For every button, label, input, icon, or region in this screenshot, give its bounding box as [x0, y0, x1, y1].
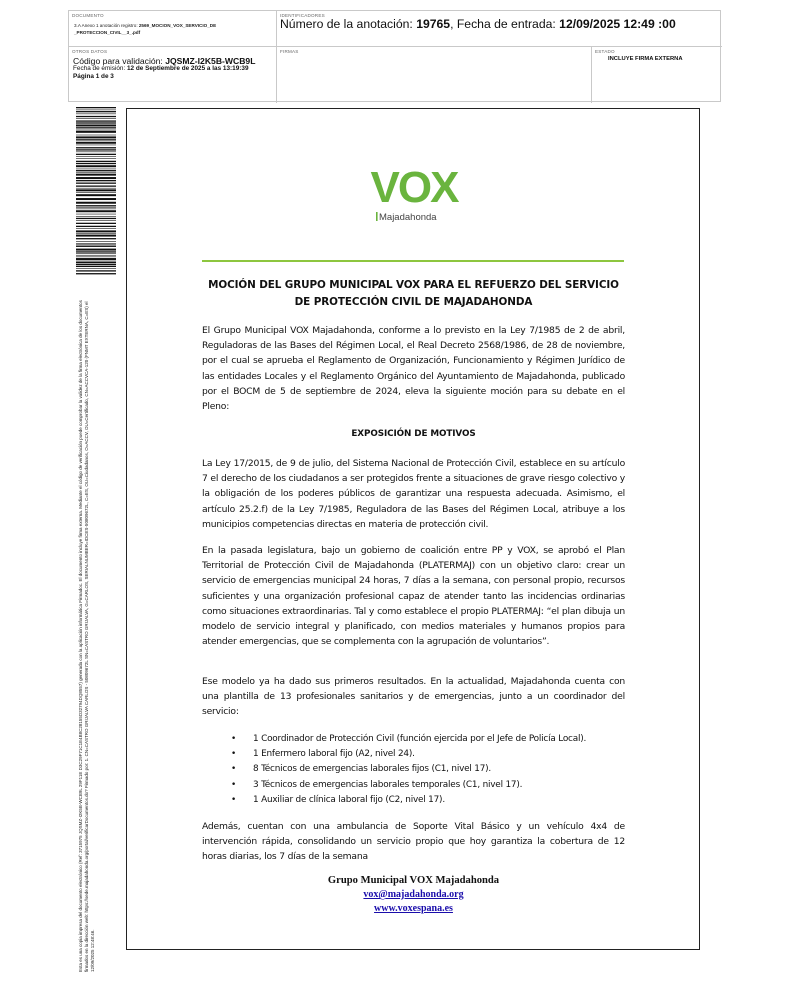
page-indicator: Página 1 de 3	[73, 73, 114, 81]
registry-document-cell	[69, 11, 277, 47]
list-item: • 1 Coordinador de Protección Civil (función ejercida por el Jefe de Policía Local).	[231, 732, 631, 747]
logo-brand: VOX	[370, 164, 458, 212]
website-link[interactable]: www.voxespana.es	[374, 903, 453, 914]
signature-block	[202, 874, 625, 916]
paragraph-results: Ese modelo ya ha dado sus primeros resultados. En la actualidad, Majadahonda cuenta con una plantilla de 13 profesionales sanitarios y de emergencias, junto a un coordinador del servicio:	[202, 676, 625, 718]
registry-header	[68, 10, 721, 102]
email-link[interactable]: vox@majadahonda.org	[363, 889, 464, 900]
validation-code-line	[73, 57, 255, 65]
document-filename	[74, 23, 272, 36]
list-item: • 3 Técnicos de emergencias laborales temporales (C1, nivel 17).	[231, 778, 631, 793]
registry-identifiers-cell	[277, 11, 722, 47]
list-item: • 1 Enfermero laboral fijo (A2, nivel 24).	[231, 747, 631, 762]
entry-date-prefix: , Fecha de entrada:	[450, 17, 560, 31]
registry-status-cell	[592, 47, 722, 103]
emission-date-value: 12 de Septiembre de 2025 a las 13:19:39	[127, 65, 249, 73]
documento-label: DOCUMENTO	[72, 13, 104, 18]
document-page	[126, 108, 700, 950]
paragraph-legal-basis: La Ley 17/2015, de 9 de julio, del Sistema Nacional de Protección Civil, establece en su artículo 7 el derecho de los ciudadanos a ser protegidos frente a situaciones de grave riesgo colectivo y la obligación de los poderes públicos de garantizar una respuesta adecuada. Asimismo, el artículo 25.2.f) de la Ley 7/1985, Reguladora de las Bases del Régimen Local, atribuye a los municipios competencias directas en materia de protección civil.	[202, 458, 625, 530]
validation-code: JQSMZ-I2K5B-WCB9L	[165, 56, 256, 66]
validation-code-prefix: Código para validación:	[73, 56, 166, 66]
barcode	[76, 107, 116, 275]
entry-date-value: 12/09/2025 12:49 :00	[559, 17, 676, 31]
estado-label: ESTADO	[595, 49, 615, 54]
annotation-prefix: Número de la anotación:	[280, 17, 417, 31]
emission-date-prefix: Fecha de emisión:	[73, 65, 127, 73]
vox-majadahonda-logo	[366, 164, 462, 224]
identificadores-label: IDENTIFICADORES	[280, 13, 325, 18]
registry-signatures-cell	[277, 47, 592, 103]
document-filename-value: 2569_MOCION_VOX_SERVICIO_DE _PROTECCION_CIVIL__3_.pdf	[74, 23, 217, 35]
logo-bar	[376, 212, 378, 221]
paragraph-vehicles: Además, cuentan con una ambulancia de Soporte Vital Básico y un vehículo 4x4 de intervención rápida, consolidando un servicio propio que hoy garantiza la cobertura de 12 horas diarias, los 7 días de la semana	[202, 821, 625, 863]
signature-org: Grupo Municipal VOX Majadahonda	[327, 875, 500, 886]
verification-side-note: Esta es una copia impresa del documento electrónico (Ref: 3715975 JQSMZ-I2K5B-WCB9L 29F11E D3C29F71C1E4B8C28155D32794DQ8557) generada con la aplicación informática Firmadoc. El documento incluye firma externa. Mediante el código de verificación puede comprobar la validez de la firma electrónica de los documentos firmados en la dirección web: https://sede.majadahonda.org/portal/verificarDocumentos.do? Firmado por: 1. CN=CASTRO GRIJALVA CARLOS - 50809672L SN=CASTRO GRIJALVA, G=CARLOS, SERIALNUMBER=IDCES-50809672L, C=ES, OU=Ciudadanos, O=ACCV, OU=Certificado, CN=ACCVCA-120 (FNMT EXTERNA, C=ES) el 12/09/2025 12:48:46.	[78, 300, 96, 972]
list-item: • 1 Auxiliar de clínica laboral fijo (C2, nivel 17).	[231, 793, 631, 808]
otros-datos-label: OTROS DATOS	[72, 49, 108, 54]
header-divider	[202, 260, 624, 262]
staff-list	[231, 732, 631, 808]
status-value: INCLUYE FIRMA EXTERNA	[608, 56, 683, 62]
annotation-number: 19765	[416, 17, 451, 31]
section-title: EXPOSICIÓN DE MOTIVOS	[351, 429, 476, 439]
document-filename-prefix: 3.A Anexo 1 anotación registro:	[74, 23, 138, 28]
intro-paragraph: El Grupo Municipal VOX Majadahonda, conforme a lo previsto en la Ley 7/1985 de 2 de abril, Reguladoras de las Bases del Régimen Local, el Real Decreto 2568/1986, de 28 de noviembre, por el cual se aprueba el Reglamento de Organización, Funcionamiento y Régimen Jurídico de las entidades Locales y el Reglamento Orgánico del Ayuntamiento de Majadahonda, publicado por el BOCM de 5 de septiembre de 2024, eleva la siguiente moción para su debate en el Pleno:	[202, 325, 625, 413]
paragraph-platermaj: En la pasada legislatura, bajo un gobierno de coalición entre PP y VOX, se aprobó el Plan Territorial de Protección Civil de Majadahonda (PLATERMAJ) con un objetivo claro: crear un servicio de emergencias municipal 24 horas, 7 días a la semana, con personal propio, recursos suficientes y una organización profesional capaz de atender tanto las incidencias ordinarias como situaciones extraordinarias. Tal y como establece el propio PLATERMAJ: “el plan dibuja un modelo de servicio integral y planificado, con medios materiales y humanos propios para atender emergencias, que se complementa con la agrupación de voluntarios”.	[202, 545, 625, 648]
registry-other-data-cell	[69, 47, 277, 103]
logo-city: Majadahonda	[379, 212, 437, 223]
annotation-line	[280, 17, 720, 31]
list-item: • 8 Técnicos de emergencias laborales fijos (C1, nivel 17).	[231, 762, 631, 777]
motion-title: MOCIÓN DEL GRUPO MUNICIPAL VOX PARA EL REFUERZO DEL SERVICIO DE PROTECCIÓN CIVIL DE MAJADAHONDA	[208, 279, 619, 308]
emission-date-line	[73, 65, 255, 73]
firmas-label: FIRMAS	[280, 49, 299, 54]
other-data-block	[73, 57, 255, 82]
